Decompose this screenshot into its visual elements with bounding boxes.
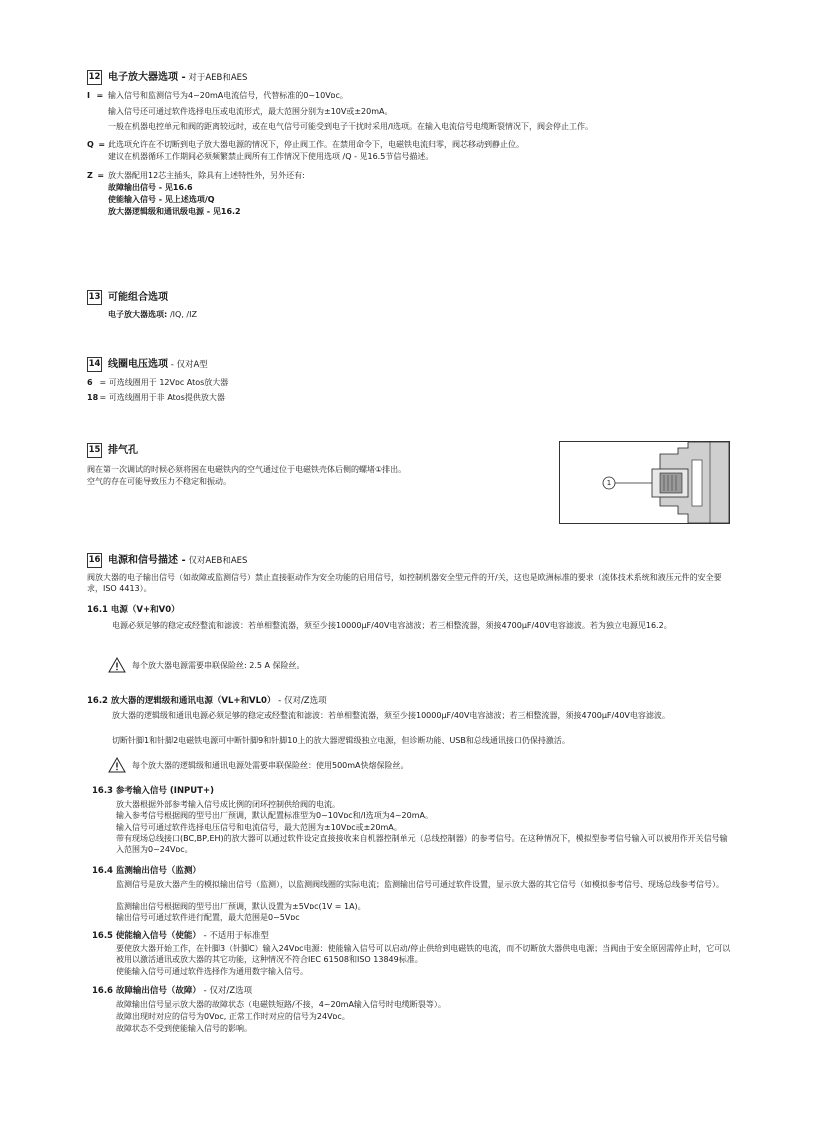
section-number: 14 xyxy=(87,357,102,372)
sub-16-4-line-3: 输出信号可通过软件进行配置，最大范围是0~5Vᴅᴄ xyxy=(116,913,300,922)
option-z-line: 放大器配用12芯主插头，除具有上述特性外，另外还有: xyxy=(108,171,305,180)
sub-subtitle: - 仅对/Z选项 xyxy=(200,986,253,996)
sub-16-2-warning xyxy=(108,757,409,773)
section-12-heading xyxy=(87,68,247,85)
sub-16-5-title xyxy=(92,929,269,941)
option-z xyxy=(87,170,104,181)
sub-16-5-line-1: 要使放大器开始工作，在针脚3（针脚C）输入24Vᴅᴄ电源：使能输入信号可以启动/停止供给到电磁铁的电流，而不切断放大器供电电源；当阀由于安全原因需停止时，它可以被用以激活通讯或放大器的其它功能，这种情况不符合IEC 61508和ISO 13849标准。 xyxy=(116,944,731,964)
section-subtitle: - 仅对A型 xyxy=(168,360,208,370)
section-16-intro: 阀放大器的电子输出信号（如故障或监测信号）禁止直接驱动作为安全功能的启用信号，如控制机器安全型元件的开/关，这也是欧洲标准的要求（流体技术系统和液压元件的安全要求，ISO 4413）。 xyxy=(87,573,722,593)
combination-label: 电子放大器选项: xyxy=(108,310,170,319)
section-number: 12 xyxy=(87,70,102,85)
sub-16-6-line-3: 故障状态不受到使能输入信号的影响。 xyxy=(116,1024,252,1033)
section-16-heading xyxy=(87,551,247,568)
sub-subtitle: - 仅对/Z选项 xyxy=(275,696,327,706)
callout-number: 1 xyxy=(606,479,612,487)
option-eq: = xyxy=(96,91,104,100)
option-i xyxy=(87,90,103,101)
sub-16-6-title xyxy=(92,984,252,996)
section-title: 电源和信号描述 - xyxy=(108,555,186,566)
coil-option-18 xyxy=(87,392,225,403)
option-i-line-3: 一般在机器电控单元和阀的距离较远时，或在电气信号可能受到电子干扰时采用/I选项。在输入电流信号电缆断裂情况下，阀会停止工作。 xyxy=(108,122,594,131)
section-title: 可能组合选项 xyxy=(108,292,168,303)
option-q-line-2: 建议在机器循环工作期间必须频繁禁止阀所有工作情况下使用选项 /Q - 见16.5节信号描述。 xyxy=(108,152,434,161)
coil-option-6 xyxy=(87,377,228,388)
combination-line xyxy=(108,309,197,320)
option-key: I xyxy=(87,91,90,100)
sub-16-3-title: 16.3 参考输入信号 (INPUT+) xyxy=(92,786,214,796)
section-14-heading xyxy=(87,355,208,372)
option-eq: = xyxy=(98,140,106,149)
option-key: Q xyxy=(87,140,94,149)
warning-icon xyxy=(108,657,126,673)
option-z-item-2: 使能输入信号 - 见上述选项/Q xyxy=(108,195,215,204)
option-z-item-3: 放大器逻辑级和通讯级电源 - 见16.2 xyxy=(108,207,241,216)
sub-16-2-text-2: 切断针脚1和针脚2电磁铁电源可中断针脚9和针脚10上的放大器逻辑级独立电源，但诊断功能、USB和总线通讯接口仍保持激活。 xyxy=(112,736,570,745)
sub-title: 16.5 使能输入信号（使能） xyxy=(92,931,201,941)
section-15-heading xyxy=(87,441,138,458)
sub-16-3-line-3: 输入信号可通过软件选择电压信号和电流信号，最大范围为±10Vᴅᴄ或±20mA。 xyxy=(116,823,402,832)
combination-value: /IQ, /IZ xyxy=(169,310,197,319)
section-title: 电子放大器选项 - xyxy=(108,72,186,83)
sub-16-1-title: 16.1 电源（V+和V0） xyxy=(87,605,180,615)
bleed-screw-figure xyxy=(559,441,730,524)
sub-16-3-line-1: 放大器根据外部参考输入信号成比例的闭环控制供给阀的电流。 xyxy=(116,800,340,809)
option-q xyxy=(87,139,105,150)
bleed-line-1: 阀在第一次调试的时候必须将困在电磁铁内的空气通过位于电磁铁壳体后侧的螺堵①排出。 xyxy=(87,465,407,474)
warning-text: 每个放大器的逻辑级和通讯电源处需要串联保险丝：使用500mA快熔保险丝。 xyxy=(132,760,409,770)
section-number: 13 xyxy=(87,290,102,305)
sub-16-4-line-2: 监测输出信号根据阀的型号出厂预调，默认设置为±5Vᴅᴄ(1V = 1A)。 xyxy=(116,902,366,911)
warning-text: 每个放大器电源需要串联保险丝: 2.5 A 保险丝。 xyxy=(132,660,305,670)
sub-subtitle: - 不适用于标准型 xyxy=(200,931,269,941)
sub-16-5-line-2: 使能输入信号可通过软件选择作为通用数字输入信号。 xyxy=(116,967,308,976)
sub-16-1-text: 电源必须足够的稳定或经整流和滤波：若单相整流器，须至少接10000µF/40V电容滤波；若三相整流器，须接4700µF/40V电容滤波。若为独立电源见16.2。 xyxy=(112,621,672,630)
section-number: 15 xyxy=(87,443,102,458)
option-i-line-2: 输入信号还可通过软件选择电压或电流形式，最大范围分别为±10V或±20mA。 xyxy=(108,107,393,116)
coil-key: 18 xyxy=(87,393,99,402)
sub-16-1-warning xyxy=(108,657,305,673)
solenoid-drawing xyxy=(560,442,729,523)
sub-16-2-text: 放大器的逻辑级和通讯电源必须足够的稳定或经整流和滤波：若单相整流器，须至少接10000µF/40V电容滤波；若三相整流器，须接4700µF/40V电容滤波。 xyxy=(112,711,670,720)
sub-16-6-line-2: 故障出现时对应的信号为0Vᴅᴄ, 正常工作时对应的信号为24Vᴅᴄ。 xyxy=(116,1012,350,1021)
option-key: Z xyxy=(87,171,93,180)
sub-16-3-line-4: 带有现场总线接口(BC,BP,EH)的放大器可以通过软件设定直接接收来自机器控制单元（总线控制器）的参考信号。在这种情况下，模拟型参考信号输入可以被用作开关信号输入范围为0~24Vᴅᴄ。 xyxy=(116,834,728,854)
sub-16-6-line-1: 故障输出信号显示放大器的故障状态（电磁铁短路/不接，4~20mA输入信号时电缆断裂等）。 xyxy=(116,1000,446,1009)
option-q-line-1: 此选项允许在不切断到电子放大器电源的情况下，停止阀工作。在禁用命令下，电磁铁电流归零，阀芯移动到静止位。 xyxy=(108,140,524,149)
section-subtitle: 对于AEB和AES xyxy=(185,73,248,83)
sub-16-2-title xyxy=(87,694,327,706)
sub-16-3-line-2: 输入参考信号根据阀的型号出厂预调，默认配置标准型为0~10Vᴅᴄ和/I选项为4~20mA。 xyxy=(116,811,433,820)
sub-16-4-title: 16.4 监测输出信号（监测） xyxy=(92,866,201,876)
sub-16-4-line-1: 监测信号是放大器产生的模拟输出信号（监测），以监测阀线圈的实际电流；监测输出信号可通过软件设置，显示放大器的其它信号（如模拟参考信号、现场总线参考信号）。 xyxy=(116,880,724,889)
bleed-line-2: 空气的存在可能导致压力不稳定和振动。 xyxy=(87,477,231,486)
sub-title: 16.2 放大器的逻辑级和通讯电源（VL+和VL0） xyxy=(87,696,276,706)
option-z-item-1: 故障输出信号 - 见16.6 xyxy=(108,183,193,192)
coil-text: = 可选线圈用于 12Vᴅᴄ Atos放大器 xyxy=(97,378,229,387)
option-eq: = xyxy=(97,171,105,180)
section-subtitle: 仅对AEB和AES xyxy=(185,556,248,566)
coil-key: 6 xyxy=(87,378,93,387)
coil-text: = 可选线圈用于非 Atos提供放大器 xyxy=(97,393,225,402)
sub-title: 16.6 故障输出信号（故障） xyxy=(92,986,201,996)
section-number: 16 xyxy=(87,553,102,568)
option-i-line-1: 输入信号和监测信号为4~20mA电流信号，代替标准的0~10Vᴅᴄ。 xyxy=(108,91,348,100)
section-title: 排气孔 xyxy=(108,445,138,456)
section-title: 线圈电压选项 xyxy=(108,359,168,370)
section-13-heading xyxy=(87,288,168,305)
warning-icon xyxy=(108,757,126,773)
